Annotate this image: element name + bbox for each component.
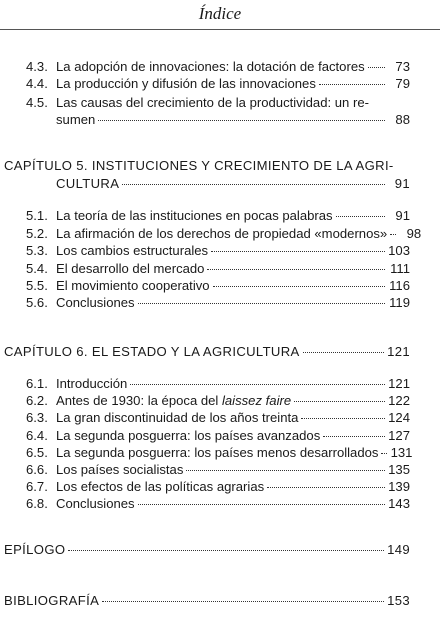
section-number: 6.6. <box>26 462 48 477</box>
dot-leader <box>213 285 385 287</box>
section-title-italic: laissez faire <box>221 393 292 408</box>
dot-leader <box>98 119 385 121</box>
page-number: 135 <box>388 462 410 477</box>
toc-entry-6-5[interactable] <box>26 444 413 461</box>
page-number: 111 <box>390 261 410 276</box>
section-number: 4.3. <box>26 59 48 74</box>
toc-entry-epilogo[interactable] <box>4 541 410 558</box>
chapter-title: CAPÍTULO 6. EL ESTADO Y LA AGRICULTURA <box>4 344 300 359</box>
toc-entry-6-6[interactable] <box>26 461 410 478</box>
section-title-plain: Antes de 1930: la época del <box>56 393 222 408</box>
section-title: El desarrollo del mercado <box>56 261 205 276</box>
toc-entry-chapter-6[interactable] <box>4 343 410 360</box>
toc-entry-4-5[interactable] <box>56 111 410 128</box>
section-number: 4.4. <box>26 76 48 91</box>
page-number: 119 <box>389 295 410 310</box>
chapter-title-continued: CULTURA <box>56 176 120 191</box>
section-title: La afirmación de los derechos de propiedad «modernos» <box>56 226 388 241</box>
dot-leader <box>130 383 385 385</box>
section-title: El movimiento cooperativo <box>56 278 210 293</box>
section-title: La adopción de innovaciones: la dotación de factores <box>56 59 365 74</box>
section-number: 6.8. <box>26 496 48 511</box>
section-title-continued: sumen <box>56 112 96 127</box>
toc-entry-5-2[interactable] <box>26 225 422 242</box>
page-number: 98 <box>406 226 422 241</box>
toc-entry-bibliografia[interactable] <box>4 592 410 609</box>
page-number: 116 <box>389 278 410 293</box>
page-number: 121 <box>387 344 410 359</box>
dot-leader <box>303 351 384 353</box>
toc-entry-5-3[interactable] <box>26 242 410 259</box>
dot-leader <box>102 600 384 602</box>
section-title: Introducción <box>56 376 128 391</box>
chapter-5-heading-first-line[interactable] <box>4 157 394 174</box>
dot-leader <box>323 435 385 437</box>
bibliography-title: BIBLIOGRAFÍA <box>4 593 100 608</box>
epilogue-title: EPÍLOGO <box>4 542 66 557</box>
section-title: Las causas del crecimiento de la productividad: un re- <box>56 95 369 110</box>
dot-leader <box>138 302 385 304</box>
toc-entry-5-5[interactable] <box>26 277 410 294</box>
page-number: 139 <box>388 479 410 494</box>
dot-leader <box>301 417 385 419</box>
toc-entry-chapter-5[interactable] <box>56 175 410 192</box>
section-number: 4.5. <box>26 95 48 110</box>
toc-entry-6-2[interactable] <box>26 392 410 409</box>
section-title: La segunda posguerra: los países avanzados <box>56 428 321 443</box>
dot-leader <box>186 469 385 471</box>
section-title: Los cambios estructurales <box>56 243 209 258</box>
page-number: 91 <box>395 208 410 223</box>
page-number: 121 <box>388 376 410 391</box>
toc-entry-6-1[interactable] <box>26 375 410 392</box>
dot-leader <box>336 215 385 217</box>
dot-leader <box>267 486 385 488</box>
dot-leader <box>381 452 387 454</box>
dot-leader <box>68 549 384 551</box>
page-number: 149 <box>387 542 410 557</box>
section-title: Conclusiones <box>56 295 135 310</box>
section-title: La gran discontinuidad de los años treinta <box>56 410 299 425</box>
toc-entry-4-4[interactable] <box>26 75 410 92</box>
section-title: La producción y difusión de las innovaciones <box>56 76 316 91</box>
dot-leader <box>368 66 385 68</box>
toc-entry-5-4[interactable] <box>26 260 410 277</box>
dot-leader <box>319 83 385 85</box>
section-number: 6.7. <box>26 479 48 494</box>
page-number: 88 <box>395 112 410 127</box>
page-header-title: Índice <box>198 4 242 23</box>
section-number: 5.2. <box>26 226 48 241</box>
section-number: 6.2. <box>26 393 48 408</box>
toc-entry-5-6[interactable] <box>26 294 410 311</box>
dot-leader <box>211 250 385 252</box>
page-number: 124 <box>388 410 410 425</box>
toc-entry-4-5-first-line[interactable] <box>26 94 369 111</box>
page-number: 131 <box>390 445 413 460</box>
toc-entry-6-7[interactable] <box>26 478 410 495</box>
section-number: 6.5. <box>26 445 48 460</box>
page-number: 73 <box>395 59 410 74</box>
section-number: 6.3. <box>26 410 48 425</box>
section-title <box>56 392 291 409</box>
page-number: 143 <box>388 496 410 511</box>
dot-leader <box>294 400 385 402</box>
section-title: La teoría de las instituciones en pocas palabras <box>56 208 333 223</box>
section-number: 6.1. <box>26 376 48 391</box>
section-number: 5.4. <box>26 261 48 276</box>
toc-entry-6-4[interactable] <box>26 427 410 444</box>
page-number: 91 <box>394 176 410 191</box>
page-number: 122 <box>388 393 410 408</box>
section-number: 5.5. <box>26 278 48 293</box>
section-number: 5.1. <box>26 208 48 223</box>
section-title: Los países socialistas <box>56 462 184 477</box>
section-number: 5.3. <box>26 243 48 258</box>
toc-entry-5-1[interactable] <box>26 207 410 224</box>
dot-leader <box>138 503 385 505</box>
page-number: 127 <box>388 428 410 443</box>
section-number: 5.6. <box>26 295 48 310</box>
section-title: Conclusiones <box>56 496 135 511</box>
page-number: 103 <box>388 243 410 258</box>
dot-leader <box>207 268 385 270</box>
toc-entry-6-3[interactable] <box>26 409 410 426</box>
section-title: Los efectos de las políticas agrarias <box>56 479 265 494</box>
dot-leader <box>122 183 385 185</box>
dot-leader <box>390 233 396 235</box>
toc-entry-6-8[interactable] <box>26 495 410 512</box>
page-number: 153 <box>387 593 410 608</box>
section-number: 6.4. <box>26 428 48 443</box>
chapter-title: CAPÍTULO 5. INSTITUCIONES Y CRECIMIENTO DE LA AGRI- <box>4 158 394 173</box>
section-title: La segunda posguerra: los países menos desarrollados <box>56 445 379 460</box>
page-number: 79 <box>395 76 410 91</box>
toc-entry-4-3[interactable] <box>26 58 410 75</box>
